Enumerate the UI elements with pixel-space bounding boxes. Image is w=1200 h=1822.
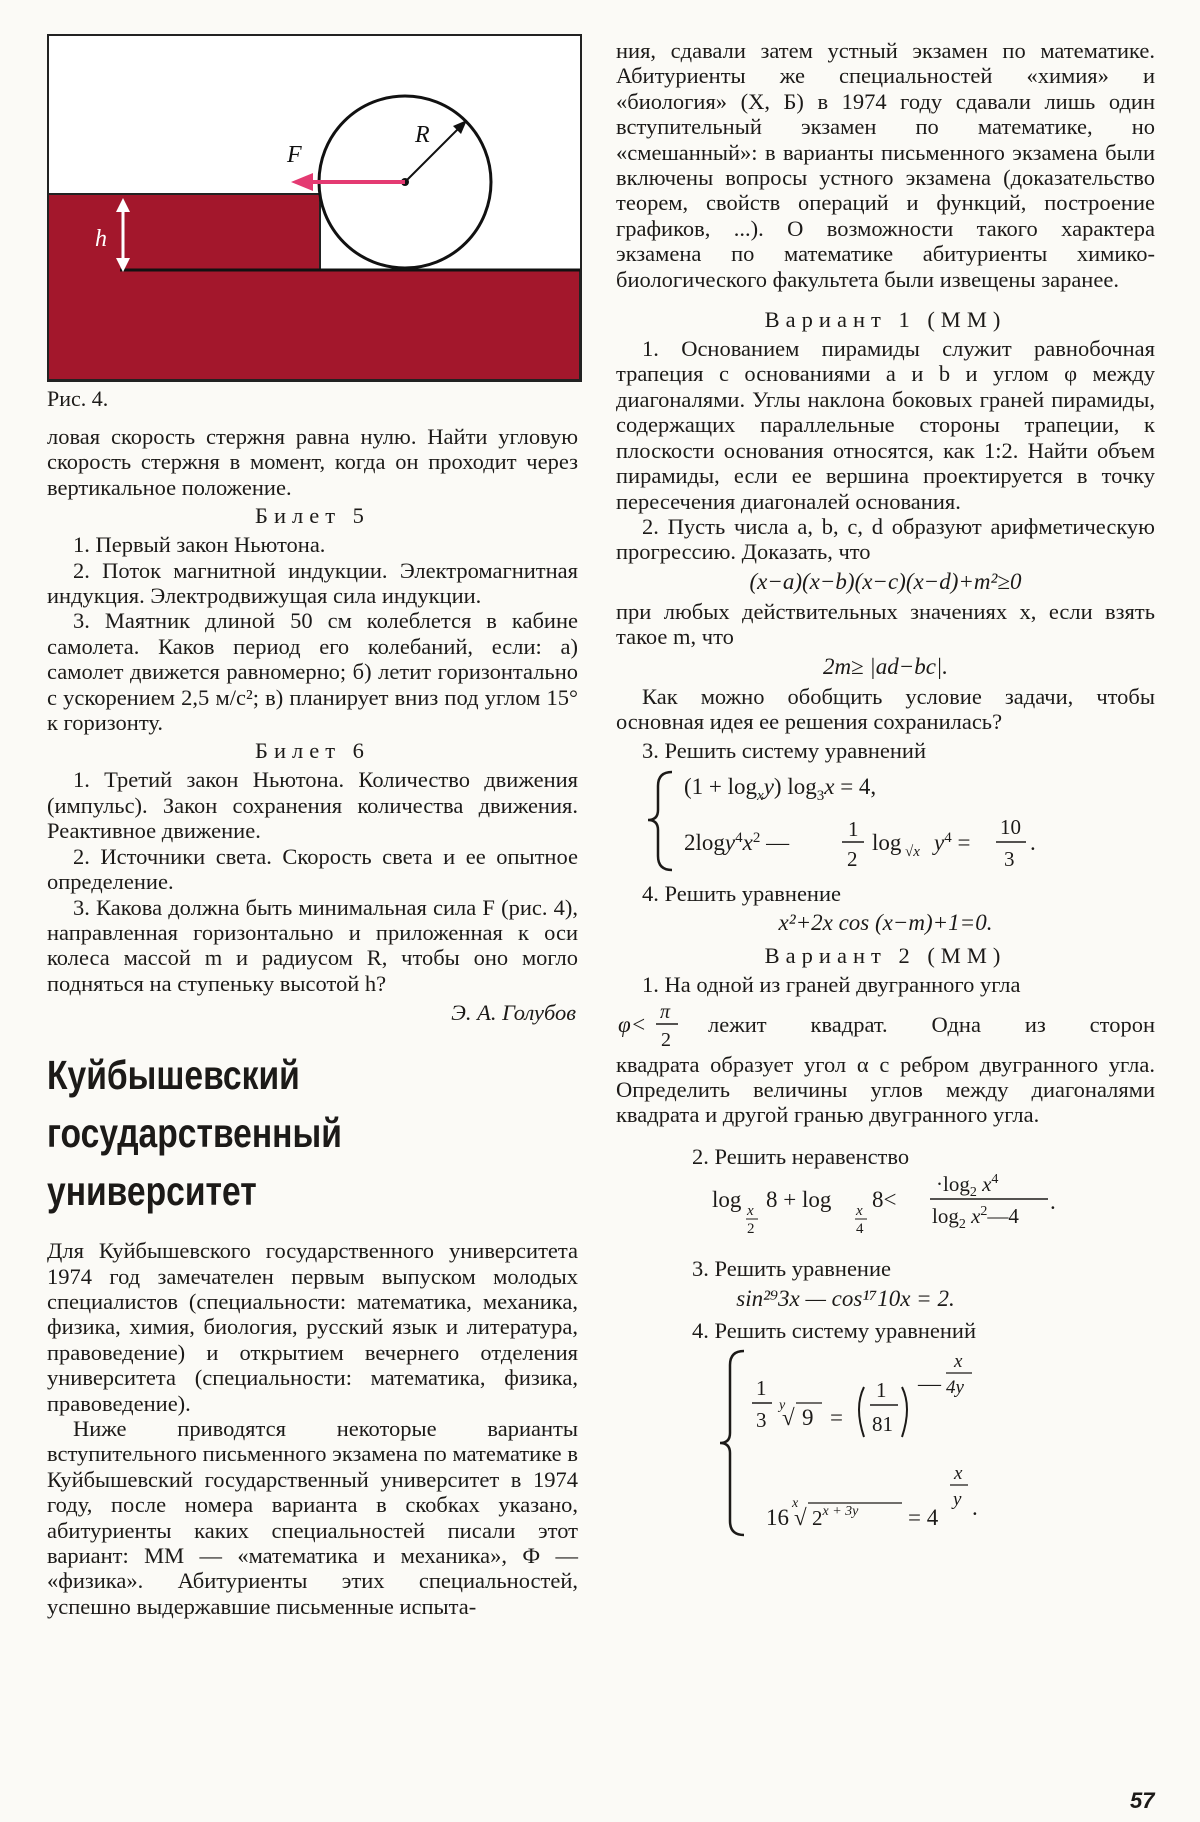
bilet5-item-3: 3. Маятник длиной 50 см колеблется в кабине самолета. Каков период его колебаний, если: а) самолет движется равномерно; б) летит горизонтально с ускорением 2,5 м/с²; в) планирует вниз под углом 15° к горизонту. (47, 608, 578, 736)
svg-text:3: 3 (1004, 846, 1015, 871)
v1-task-2-mid: при любых действительных значениях x, если взять такое m, что (616, 598, 1155, 650)
svg-text:9: 9 (802, 1405, 814, 1430)
svg-text:y4 =: $y^4$ = (934, 829, 971, 855)
svg-text:4: 4 (856, 1221, 864, 1238)
svg-text:81: 81 (872, 1412, 893, 1436)
v2-task-1a: 1. На одной из граней двугранного угла (642, 972, 1021, 998)
svg-text:√: √ (794, 1505, 807, 1530)
svg-text:2x + 3y: $2^{x + 3y}$ (812, 1504, 859, 1530)
svg-text:1: 1 (876, 1378, 887, 1402)
v1-task-4: 4. Решить уравнение (642, 880, 841, 906)
right-paragraph-0: ния, сдавали затем устный экзамен по математике. Абитуриенты же специальностей «химия» и «биология» (Х, Б) в 1974 году сдавали лишь один вступительный экзамен по математике, но «смешанный»: в варианты письменного экзамена были включены вопросы устного экзамена (доказательство теорем, свойств операций и функций, построение графиков, ...). О возможности такого характера экзамена по математике абитуриенты химико-биологического факультета были извещены заранее. (616, 38, 1155, 292)
v2-task-3-formula: sin²⁹3x — cos¹⁷10x = 2. (736, 1285, 955, 1311)
v2-task-4-system (616, 1343, 1155, 1543)
svg-text:—: — (918, 1371, 941, 1396)
svg-text:4y: 4y (946, 1377, 964, 1398)
v2-task-4: 4. Решить систему уравнений (692, 1317, 976, 1343)
svg-text:8<: 8< (872, 1187, 897, 1213)
svg-text:φ<: φ< (618, 1011, 647, 1037)
variant2-heading: Вариант 2 (ММ) (764, 943, 1007, 969)
bilet5-item-1: 1. Первый закон Ньютона. (73, 532, 326, 558)
svg-text:2: 2 (661, 1028, 671, 1051)
v2-task-1c: квадрата образует угол α с ребром двугранного угла. Определить величины углов между диагоналями квадрата и другой гранью двугранного угла. (616, 1051, 1155, 1128)
svg-text:√x: √x (905, 843, 920, 860)
section-title (47, 1046, 580, 1220)
svg-text:·log2 x4: $\cdot\log_2$ $x^4$ (936, 1172, 999, 1201)
v1-task-3-system (616, 764, 1155, 876)
svg-text:10: 10 (1000, 814, 1021, 839)
svg-text:.: . (1030, 829, 1036, 855)
variant1-heading: Вариант 1 (ММ) (764, 307, 1007, 333)
label-h: h (95, 226, 107, 252)
svg-text:=: = (830, 1405, 843, 1430)
svg-text:= 4: = 4 (908, 1505, 939, 1530)
v2-task-2-inequality (616, 1169, 1155, 1239)
page-number: 57 (1130, 1788, 1155, 1813)
svg-text:x: x (954, 1463, 963, 1484)
signature: Э. А. Голубов (451, 1000, 576, 1026)
svg-text:1: 1 (756, 1376, 767, 1400)
right-column (616, 0, 1155, 1548)
v1-task-2-formula: (x−a)(x−b)(x−c)(x−d)+m²≥0 (749, 568, 1022, 594)
bilet5-heading: Билет 5 (255, 503, 370, 529)
svg-text:x: x (954, 1351, 963, 1372)
svg-text:√: √ (782, 1405, 795, 1430)
v1-task-2-formula-2: 2m≥ |ad−bc|. (822, 653, 949, 679)
svg-text:y: y (779, 1398, 786, 1413)
svg-text:π: π (660, 1000, 671, 1023)
label-F: F (287, 142, 302, 168)
svg-text:(1 + logxy) log3x = 4,: $(1 + \log_xy)$ $\log_3x = 4$, (684, 773, 877, 804)
svg-text:x: x (747, 1203, 754, 1220)
v2-task-2: 2. Решить неравенство (692, 1143, 910, 1169)
bilet6-item-2: 2. Источники света. Скорость света и ее опытное определение. (47, 843, 578, 895)
bilet5-item-2: 2. Поток магнитной индукции. Электромагнитная индукция. Электродвижущая сила индукции. (47, 557, 578, 609)
title-line-3: университет (47, 1168, 257, 1215)
svg-text:log: log (872, 829, 902, 855)
svg-text:2: 2 (847, 846, 858, 871)
left-column (47, 0, 578, 1619)
svg-text:2: 2 (747, 1221, 755, 1238)
svg-text:.: . (1050, 1189, 1056, 1215)
svg-text:y: y (953, 1489, 962, 1510)
bilet6-item-1: 1. Третий закон Ньютона. Количество движения (импульс). Закон сохранения количества движения. Реактивное движение. (47, 767, 578, 844)
bilet6-heading: Билет 6 (255, 738, 370, 764)
label-R: R (415, 122, 430, 148)
v2-task-3: 3. Решить уравнение (692, 1256, 891, 1282)
svg-text:x: x (856, 1203, 863, 1220)
svg-text:log2 x2—4: $\log_2$ $x^2—4$ (932, 1204, 1019, 1233)
svg-text:3: 3 (756, 1408, 767, 1432)
v1-task-4-formula: x²+2x cos (x−m)+1=0. (778, 910, 993, 936)
title-line-2: государственный (47, 1110, 342, 1157)
v2-task-1-line (616, 998, 1155, 1052)
svg-text:.: . (972, 1495, 978, 1520)
intro-paragraph-1: Для Куйбышевского государственного университета 1974 год замечателен первым выпуском молодых специалистов (специальности: математика, механика, физика, химия, биология, русский язык и литература, правоведение) и открытием вечернего отделения университета (специальности: математика, физика, правоведение). (47, 1238, 578, 1416)
svg-text:1: 1 (848, 816, 859, 841)
v1-task-2: 2. Пусть числа a, b, c, d образуют арифметическую прогрессию. Доказать, что (616, 513, 1155, 565)
left-paragraph-0: ловая скорость стержня равна нулю. Найти угловую скорость стержня в момент, когда он проходит через вертикальное положение. (47, 424, 578, 500)
svg-text:16: 16 (766, 1505, 789, 1530)
v1-task-2-end: Как можно обобщить условие задачи, чтобы основная идея ее решения сохранилась? (616, 683, 1155, 734)
svg-text:log: log (712, 1187, 742, 1213)
intro-paragraph-2: Ниже приводятся некоторые варианты вступительного письменного экзамена по математике в Куйбышевский государственный университет в 1974 году, после номера варианта в скобках указано, абитуриенты каких специальностей писали этот вариант: ММ — «математика и механика», Ф — «физика». Абитуриенты этих специальностей, успешно выдержавшие письменные испыта- (47, 1415, 578, 1619)
svg-text:x: x (792, 1496, 799, 1511)
title-line-1: Куйбышевский (47, 1052, 300, 1099)
bilet6-item-3: 3. Какова должна быть минимальная сила F (рис. 4), направленная горизонтально и приложенная к оси колеса массой m и радиусом R, чтобы оно могло подняться на ступеньку высотой h? (47, 894, 578, 996)
svg-text:8 + log: 8 + log (766, 1187, 832, 1213)
figure-caption: Рис. 4. (47, 386, 109, 411)
phi-pi-over-2 (616, 998, 696, 1052)
v1-task-3: 3. Решить систему уравнений (642, 738, 926, 764)
svg-text:2logy4x2 —: $2\log y^4x^2$ — (684, 829, 790, 855)
v1-task-1: 1. Основанием пирамиды служит равнобочная трапеция с основаниями a и b и углом φ между диагоналями. Углы наклона боковых граней пирамиды, содержащих параллельные стороны трапеции, к плоскости основания относятся, как 1:2. Найти объем пирамиды, если ее вершина проектируется в точку пересечения диагоналей основания. (616, 336, 1155, 514)
v2-task-1b: лежит квадрат. Одна из сторон (708, 1011, 1155, 1037)
